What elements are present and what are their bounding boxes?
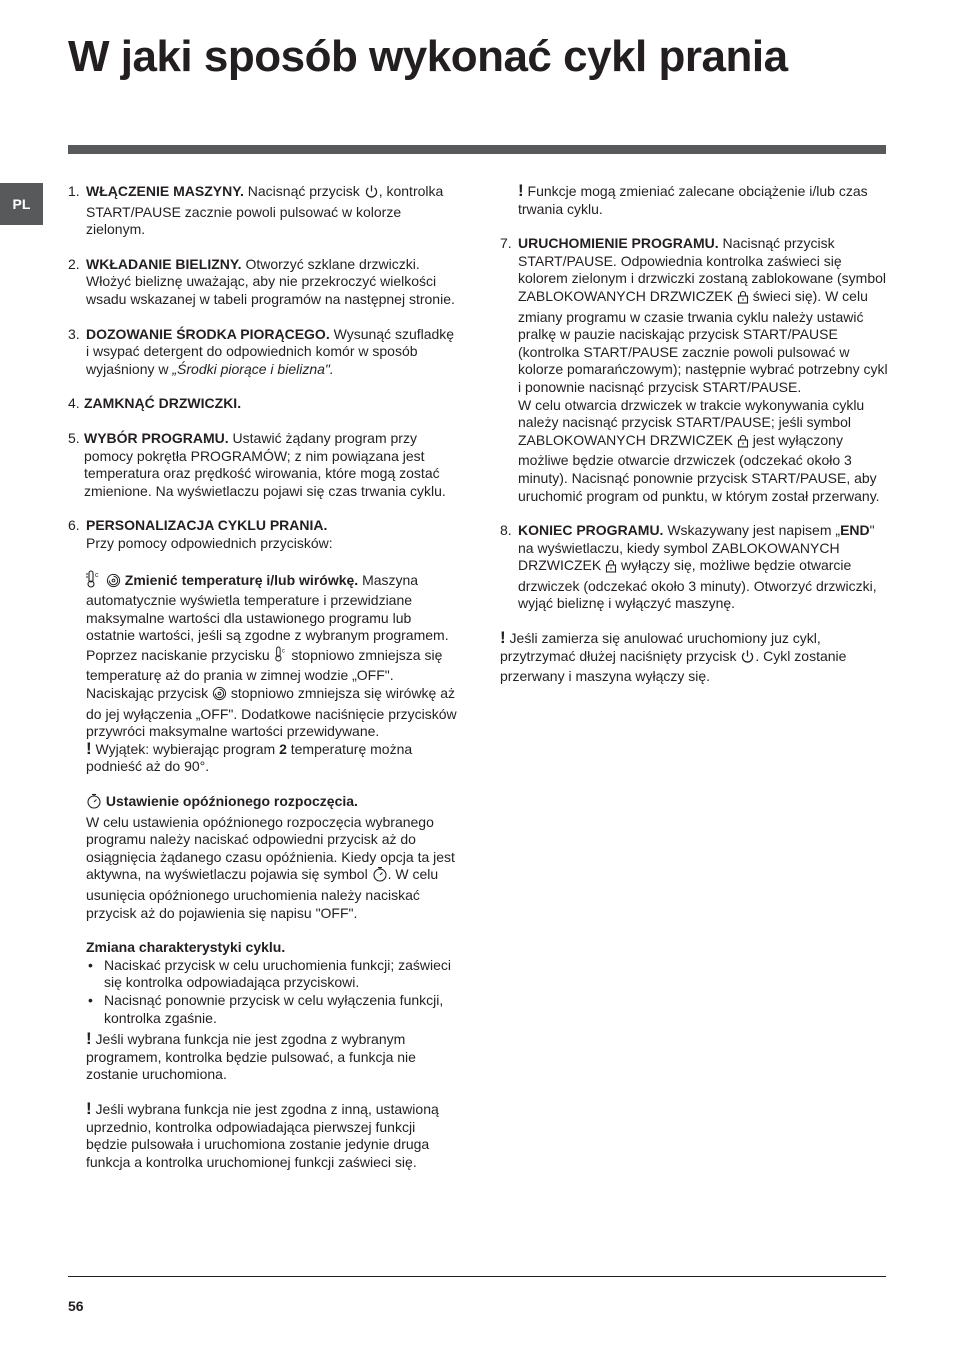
step-number: 6. <box>68 517 80 534</box>
language-tab: PL <box>0 183 43 225</box>
step-heading: PERSONALIZACJA CYKLU PRANIA. <box>86 517 328 534</box>
step-number: 1. <box>68 183 80 199</box>
step-6-intro: Przy pomocy odpowiednich przycisków: <box>86 534 333 551</box>
step-6 <box>68 517 458 1171</box>
bullet-mark: • <box>88 991 93 1008</box>
page-title: W jaki sposób wykonać cykl prania <box>68 32 788 81</box>
end-label: END <box>840 522 870 539</box>
step-number: 8. <box>500 522 512 539</box>
temperature-spin-block: c Zmienić temperaturę i/lub wirówkę. Maszyna automatycznie wyświetla temperature i przewidziane maksymalne wartości dla ustawionego programu lub ostatnie wartości, jeśli są zgodne z wybranym programem. Poprzez naciskanie przycisku c stopniowo zmniejsza się temperaturę aż do prania w zimnej wodzie „OFF". Naciskając przycisk stopniowo zmniejsza się wirówkę aż do jej wyłączenia „OFF". Dodatkowe naciśnięcie przycisków przywróci maksymalne wartości przewidywane. <box>86 571 457 740</box>
delay-timer-icon <box>86 793 102 814</box>
title-divider <box>68 145 886 154</box>
step-8: 8. KONIEC PROGRAMU. Wskazywany jest napisem „END" na wyświetlaczu, kiedy symbol ZABLOKOWANYCH DRZWICZEK wyłączy się, możliwe będzie otwarcie drzwiczek (odczekać około 3 minuty). Otworzyć drzwiczki, wyjąć bieliznę i wyłączyć maszynę. <box>500 522 877 612</box>
step-1: 1. WŁĄCZENIE MASZYNY. Nacisnąć przycisk , kontrolka START/PAUSE zacznie powoli pulsować w kolorze zielonym. <box>68 183 444 238</box>
left-column <box>68 183 458 1171</box>
step-number: 7. <box>500 235 512 252</box>
delay-timer-icon <box>372 866 388 887</box>
cycle-change-block <box>86 939 458 1171</box>
power-icon <box>364 184 379 204</box>
cancel-cycle-note: ! Jeśli zamierza się anulować uruchomiony juz cykl, przytrzymać dłużej naciśnięty przycisk . Cykl zostanie przerwany i maszyna wyłączy się. <box>500 628 847 685</box>
step-heading: DOZOWANIE ŚRODKA PIORĄCEGO. <box>86 325 330 342</box>
step-number: 4. <box>68 395 80 412</box>
step-heading: KONIEC PROGRAMU. <box>518 522 664 539</box>
step-number: 5. <box>68 429 80 446</box>
step-heading: WŁĄCZENIE MASZYNY. <box>86 183 244 199</box>
temperature-icon <box>274 645 288 668</box>
spin-icon <box>106 573 121 593</box>
spin-icon <box>212 686 227 706</box>
step-3: 3. DOZOWANIE ŚRODKA PIORĄCEGO. Wysunąć szufladkę i wsypać detergent do odpowiednich komór w sposób wyjaśniony w „Środki piorące i bielizna". <box>68 325 455 377</box>
load-change-note: ! Funkcje mogą zmieniać zalecane obciążenie i/lub czas trwania cyklu. <box>518 181 868 217</box>
footer-divider <box>68 1276 886 1277</box>
door-lock-icon <box>605 559 617 578</box>
bullet-mark: • <box>88 956 93 973</box>
step-number: 2. <box>68 255 80 272</box>
step-number: 3. <box>68 325 80 342</box>
door-lock-icon <box>737 290 749 309</box>
door-lock-icon <box>737 434 749 453</box>
step-2: 2. WKŁADANIE BIELIZNY. Otworzyć szklane drzwiczki. Włożyć bieliznę uważając, aby nie przekroczyć wielkości wsadu wskazanej w tabeli programów na następnej stronie. <box>68 255 455 307</box>
step-heading: WYBÓR PROGRAMU. <box>84 429 229 446</box>
right-column <box>500 183 890 686</box>
page-number: 56 <box>68 1298 84 1314</box>
step-5: 5. WYBÓR PROGRAMU. Ustawić żądany program przy pomocy pokrętła PROGRAMÓW; z nim powiązana jest temperatura oraz prędkość wirowania, które mogą zostać zmienione. Na wyświetlaczu pojawi się czas trwania cyklu. <box>68 429 446 499</box>
cycle-change-heading: Zmiana charakterystyki cyklu. <box>86 939 286 956</box>
temperature-exception-note: ! Wyjątek: wybierając program 2 temperaturę można podnieść aż do 90°. <box>86 738 413 775</box>
step-heading: ZAMKNĄĆ DRZWICZKI. <box>84 395 242 412</box>
svg-text:c: c <box>281 647 285 655</box>
power-icon <box>740 649 755 669</box>
step-7: 7. URUCHOMIENIE PROGRAMU. Nacisnąć przycisk START/PAUSE. Odpowiednia kontrolka zaświeci się kolorem zielonym i drzwiczki zostaną zablokowane (symbol ZABLOKOWANYCH DRZWICZEK świeci się). W celu zmiany programu w czasie trwania cyklu należy ustawić pralkę w pauzie naciskając przycisk START/PAUSE (kontrolka START/PAUSE zacznie powoli pulsować w kolorze pomarańczowym); następnie wybrać potrzebny cykl i ponownie nacisnąć przycisk START/PAUSE. W celu otwarcia drzwiczek w trakcie wykonywania cyklu należy nacisnąć przycisk START/PAUSE; jeśli symbol ZABLOKOWANYCH DRZWICZEK jest wyłączony możliwe będzie otwarcie drzwiczek (odczekać około 3 minuty). Nacisnąć ponownie przycisk START/PAUSE, aby uruchomić program od punktu, w którym został przerwany. <box>500 235 888 504</box>
delay-start-heading: Ustawienie opóźnionego rozpoczęcia. <box>105 793 358 810</box>
incompatible-function-note: ! Jeśli wybrana funkcja nie jest zgodna z inną, ustawioną uprzednio, kontrolka odpowiadająca pierwszej funkcji będzie pulsowała i uruchomiona zostanie jedynie druga funkcja a kontrolka uruchomionej funkcji zaświeci się. <box>86 1098 439 1170</box>
step-heading: URUCHOMIENIE PROGRAMU. <box>518 235 719 252</box>
warning-mark: ! <box>500 628 506 648</box>
delay-start-block: Ustawienie opóźnionego rozpoczęcia. W celu ustawienia opóźnionego rozpoczęcia wybranego programu należy naciskać odpowiedni przycisk aż do osiągnięcia żądanego czasu opóźnienia. Kiedy opcja ta jest aktywna, na wyświetlaczu pojawia się symbol . W celu usunięcia opóźnionego uruchomienia należy naciskać przycisk aż do pojawienia się napisu "OFF". <box>86 793 455 921</box>
detergents-reference: „Środki piorące i bielizna". <box>172 360 334 377</box>
temperature-icon <box>86 570 102 593</box>
incompatible-program-note: ! Jeśli wybrana funkcja nie jest zgodna z wybranym programem, kontrolka będzie pulsować, a funkcja nie zostanie uruchomiona. <box>86 1029 416 1083</box>
step-4 <box>68 395 458 413</box>
list-item: • Naciskać przycisk w celu uruchomienia funkcji; zaświeci się kontrolka odpowiadająca przyciskowi. <box>88 956 452 991</box>
step-heading: WKŁADANIE BIELIZNY. <box>86 255 242 272</box>
temperature-spin-heading: Zmienić temperaturę i/lub wirówkę. <box>124 571 359 588</box>
list-item: • Nacisnąć ponownie przycisk w celu wyłączenia funkcji, kontrolka zgaśnie. <box>88 991 444 1026</box>
warning-mark: ! <box>86 738 92 758</box>
warning-mark: ! <box>86 1098 92 1118</box>
svg-text:c: c <box>95 571 99 579</box>
warning-mark: ! <box>518 181 524 200</box>
warning-mark: ! <box>86 1029 92 1049</box>
